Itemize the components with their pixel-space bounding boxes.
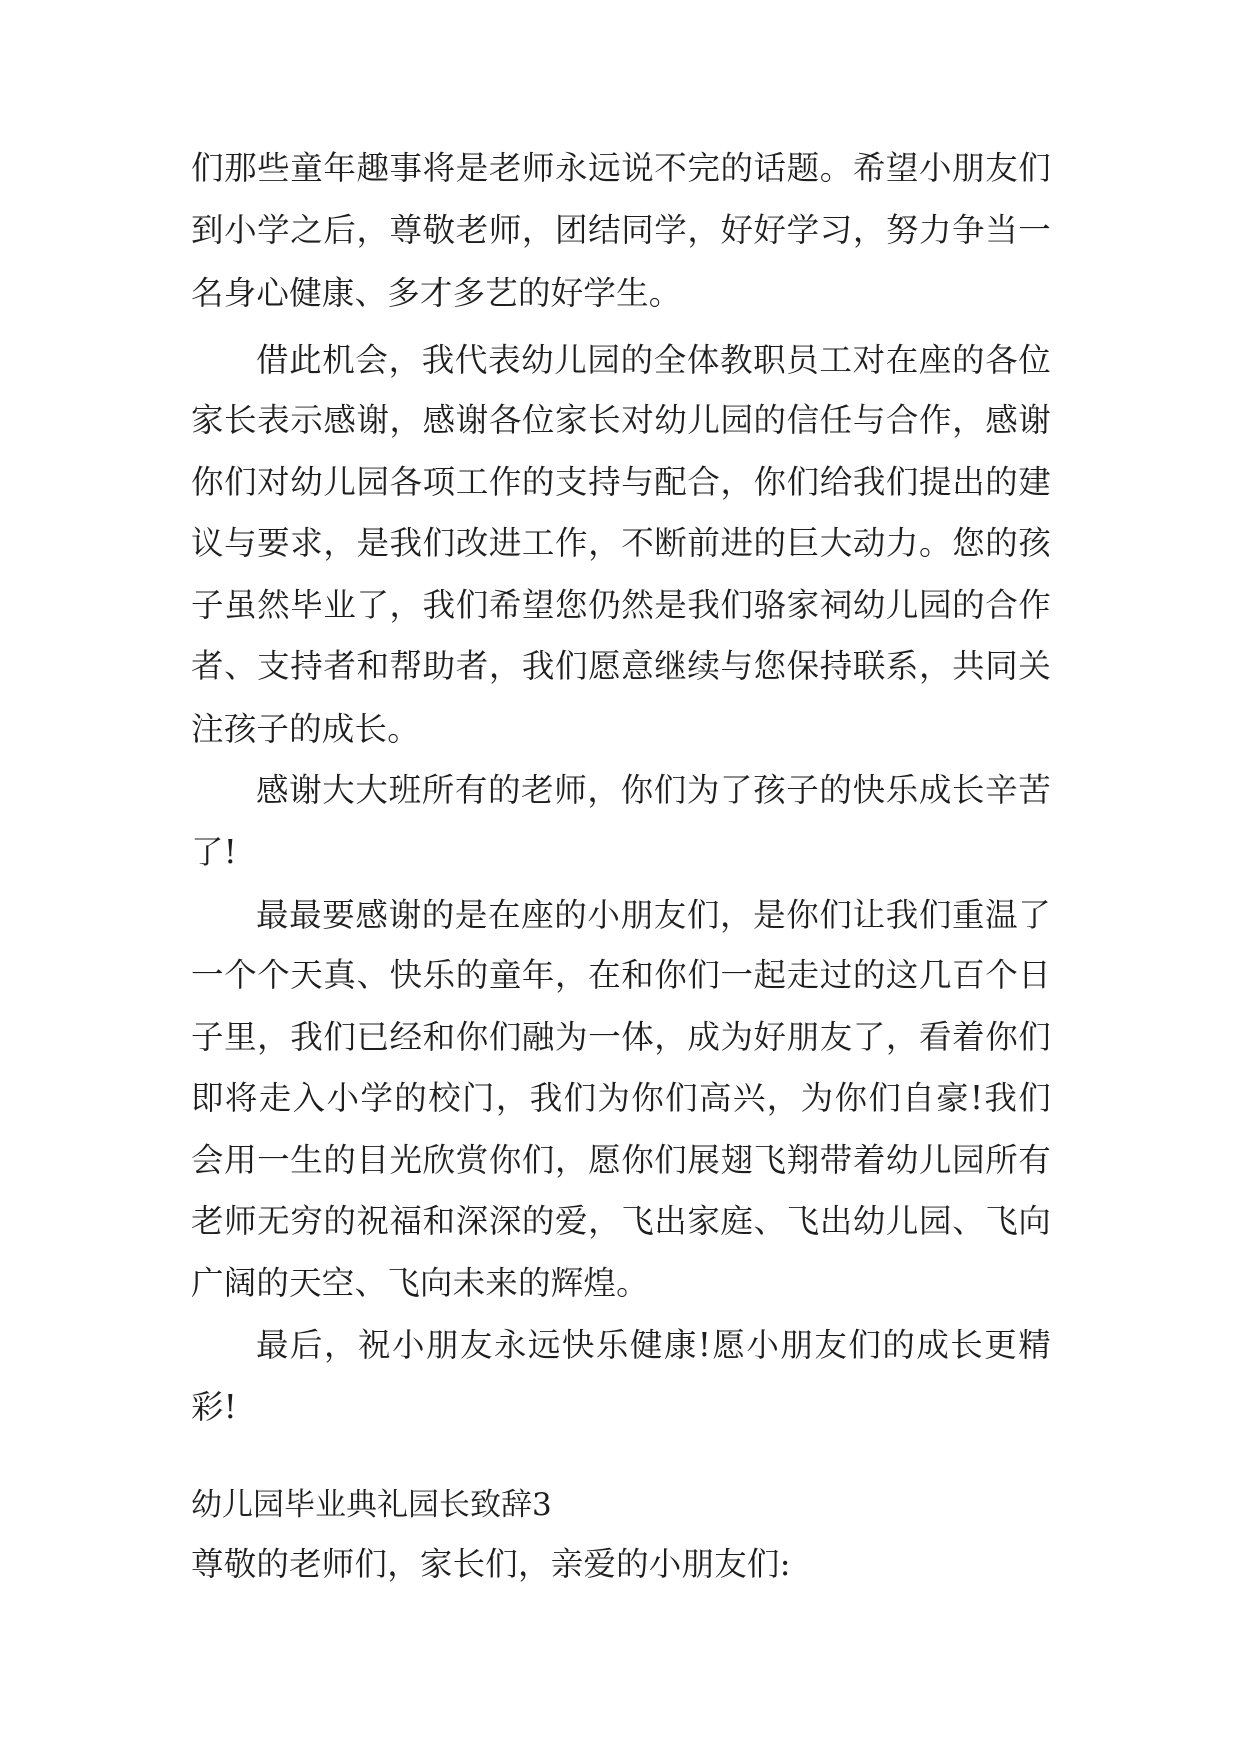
paragraph-4-line-1: 最最要感谢的是在座的小朋友们，是你们让我们重温了 (256, 896, 1051, 934)
paragraph-2-line-5: 子虽然毕业了，我们希望您仍然是我们骆家祠幼儿园的合作 (191, 586, 1051, 624)
paragraph-1-line-3: 名身心健康、多才多艺的好学生。 (191, 274, 682, 312)
paragraph-4-line-3: 子里，我们已经和你们融为一体，成为好朋友了，看着你们 (191, 1018, 1051, 1056)
greeting-line: 尊敬的老师们，家长们，亲爱的小朋友们: (191, 1545, 791, 1583)
paragraph-2-line-1: 借此机会，我代表幼儿园的全体教职员工对在座的各位 (256, 341, 1051, 379)
paragraph-4-line-7: 广阔的天空、飞向未来的辉煌。 (191, 1264, 649, 1302)
paragraph-2-line-7: 注孩子的成长。 (191, 710, 420, 748)
paragraph-4-line-4: 即将走入小学的校门，我们为你们高兴，为你们自豪!我们 (191, 1079, 1051, 1117)
paragraph-3-line-2: 了! (191, 833, 237, 871)
paragraph-4-line-2: 一个个天真、快乐的童年，在和你们一起走过的这几百个日 (191, 956, 1051, 994)
paragraph-2-line-3: 你们对幼儿园各项工作的支持与配合，你们给我们提出的建 (191, 463, 1051, 501)
paragraph-5-line-1: 最后，祝小朋友永远快乐健康!愿小朋友们的成长更精 (256, 1326, 1051, 1364)
paragraph-2-line-6: 者、支持者和帮助者，我们愿意继续与您保持联系，共同关 (191, 647, 1051, 685)
paragraph-5-line-2: 彩! (191, 1388, 237, 1426)
paragraph-1-line-1: 们那些童年趣事将是老师永远说不完的话题。希望小朋友们 (191, 149, 1051, 187)
paragraph-1-line-2: 到小学之后，尊敬老师，团结同学，好好学习，努力争当一 (191, 211, 1051, 249)
paragraph-3-line-1: 感谢大大班所有的老师，你们为了孩子的快乐成长辛苦 (256, 771, 1051, 809)
section-title: 幼儿园毕业典礼园长致辞3 (191, 1487, 552, 1523)
paragraph-4-line-6: 老师无穷的祝福和深深的爱，飞出家庭、飞出幼儿园、飞向 (191, 1202, 1051, 1240)
paragraph-2-line-2: 家长表示感谢，感谢各位家长对幼儿园的信任与合作，感谢 (191, 401, 1051, 439)
paragraph-4-line-5: 会用一生的目光欣赏你们，愿你们展翅飞翔带着幼儿园所有 (191, 1141, 1051, 1179)
paragraph-2-line-4: 议与要求，是我们改进工作，不断前进的巨大动力。您的孩 (191, 524, 1051, 562)
